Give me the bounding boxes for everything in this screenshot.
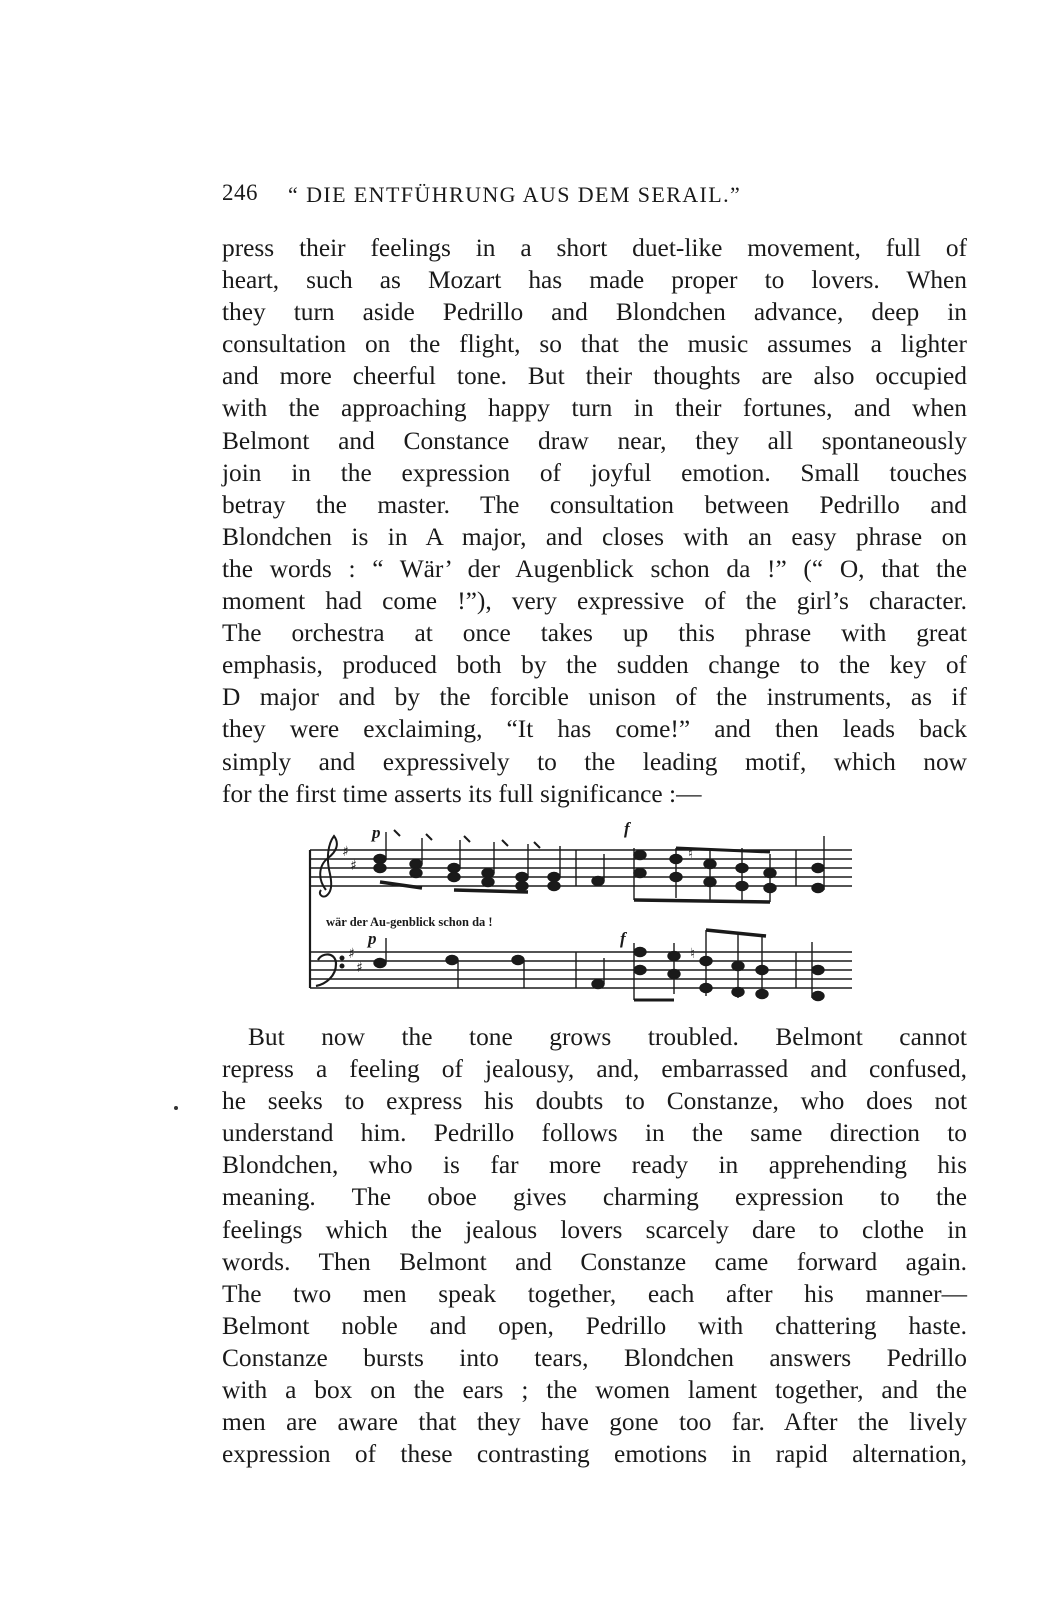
- text-line: for the first time asserts its full significance :—: [222, 779, 702, 808]
- text-line: Blondchen is in A major, and closes with an easy phrase on: [222, 522, 967, 551]
- running-title: “ DIE ENTFÜHRUNG AUS DEM SERAIL.”: [288, 182, 742, 207]
- text-line: emphasis, produced both by the sudden change to the key of: [222, 651, 967, 680]
- bass-notes-measure-2: [592, 930, 824, 1001]
- treble-clef: [320, 836, 337, 897]
- text-line: words. Then Belmont and Constanze came forward again.: [222, 1247, 967, 1276]
- text-line: moment had come !”), very expressive of the girl’s character.: [222, 587, 967, 616]
- dynamic-p-lower: p: [368, 929, 377, 948]
- dynamic-f-lower: f: [620, 929, 626, 948]
- text-line: betray the master. The consultation between Pedrillo and: [222, 490, 967, 519]
- text-line: D major and by the forcible unison of the instruments, as if: [222, 683, 967, 712]
- music-score: [296, 818, 856, 1008]
- bass-clef-dot: [340, 956, 344, 960]
- lyric-line: wär der Au-genblick schon da !: [326, 915, 493, 929]
- text-line: Belmont and Constance draw near, they all spontaneously: [222, 426, 967, 455]
- text-line: expression of these contrasting emotions in rapid alternation,: [222, 1440, 967, 1469]
- key-signature-sharp: ♯: [342, 844, 349, 860]
- text-line: heart, such as Mozart has made proper to lovers. When: [222, 266, 967, 295]
- text-line: join in the expression of joyful emotion. Small touches: [222, 458, 967, 487]
- text-line: meaning. The oboe gives charming expression to the: [222, 1183, 967, 1212]
- text-line: they turn aside Pedrillo and Blondchen advance, deep in: [222, 298, 967, 327]
- bass-clef-dot: [340, 964, 344, 968]
- dynamic-f-upper: f: [624, 819, 630, 838]
- text-line: feelings which the jealous lovers scarcely dare to clothe in: [222, 1215, 967, 1244]
- text-line: Constanze bursts into tears, Blondchen answers Pedrillo: [222, 1343, 967, 1372]
- text-line: with a box on the ears ; the women lament together, and the: [222, 1376, 967, 1405]
- text-line: and more cheerful tone. But their thoughts are also occupied: [222, 362, 967, 391]
- text-line: men are aware that they have gone too far. After the lively: [222, 1408, 967, 1437]
- paragraph-1: [222, 232, 967, 810]
- text-line: the words : “ Wär’ der Augenblick schon da !” (“ O, that the: [222, 554, 967, 583]
- dynamic-p-upper: p: [372, 823, 381, 842]
- treble-notes-measure-2: [592, 836, 824, 902]
- key-signature-sharp: ♯: [356, 960, 363, 976]
- music-example: [296, 818, 856, 1008]
- bass-notes-measure-1: [374, 938, 524, 988]
- text-line: he seeks to express his doubts to Constanze, who does not: [222, 1087, 967, 1116]
- page-header: [222, 180, 967, 216]
- svg-text:♮: ♮: [688, 846, 694, 862]
- text-line: they were exclaiming, “It has come!” and then leads back: [222, 715, 967, 744]
- page-number: 246: [222, 180, 258, 205]
- text-line: simply and expressively to the leading motif, which now: [222, 747, 967, 776]
- text-line: press their feelings in a short duet-like movement, full of: [222, 234, 967, 262]
- text-line: repress a feeling of jealousy, and, embarrassed and confused,: [222, 1055, 967, 1084]
- text-line: The orchestra at once takes up this phrase with great: [222, 619, 967, 648]
- text-line: consultation on the flight, so that the music assumes a lighter: [222, 330, 967, 359]
- key-signature-sharp: ♯: [348, 946, 355, 962]
- paragraph-2: [222, 1021, 967, 1470]
- text-line: Belmont noble and open, Pedrillo with chattering haste.: [222, 1311, 967, 1340]
- text-line: The two men speak together, each after his manner—: [222, 1279, 967, 1308]
- bass-staff: [310, 952, 852, 988]
- print-speck: [174, 1106, 178, 1110]
- text-line: understand him. Pedrillo follows in the same direction to: [222, 1119, 967, 1148]
- text-line: But now the tone grows troubled. Belmont cannot: [248, 1023, 967, 1051]
- text-line: Blondchen, who is far more ready in apprehending his: [222, 1151, 967, 1180]
- svg-text:♮: ♮: [690, 946, 696, 962]
- treble-notes-measure-1: [374, 830, 560, 892]
- text-line: with the approaching happy turn in their fortunes, and when: [222, 394, 967, 423]
- key-signature-sharp: ♯: [350, 858, 357, 874]
